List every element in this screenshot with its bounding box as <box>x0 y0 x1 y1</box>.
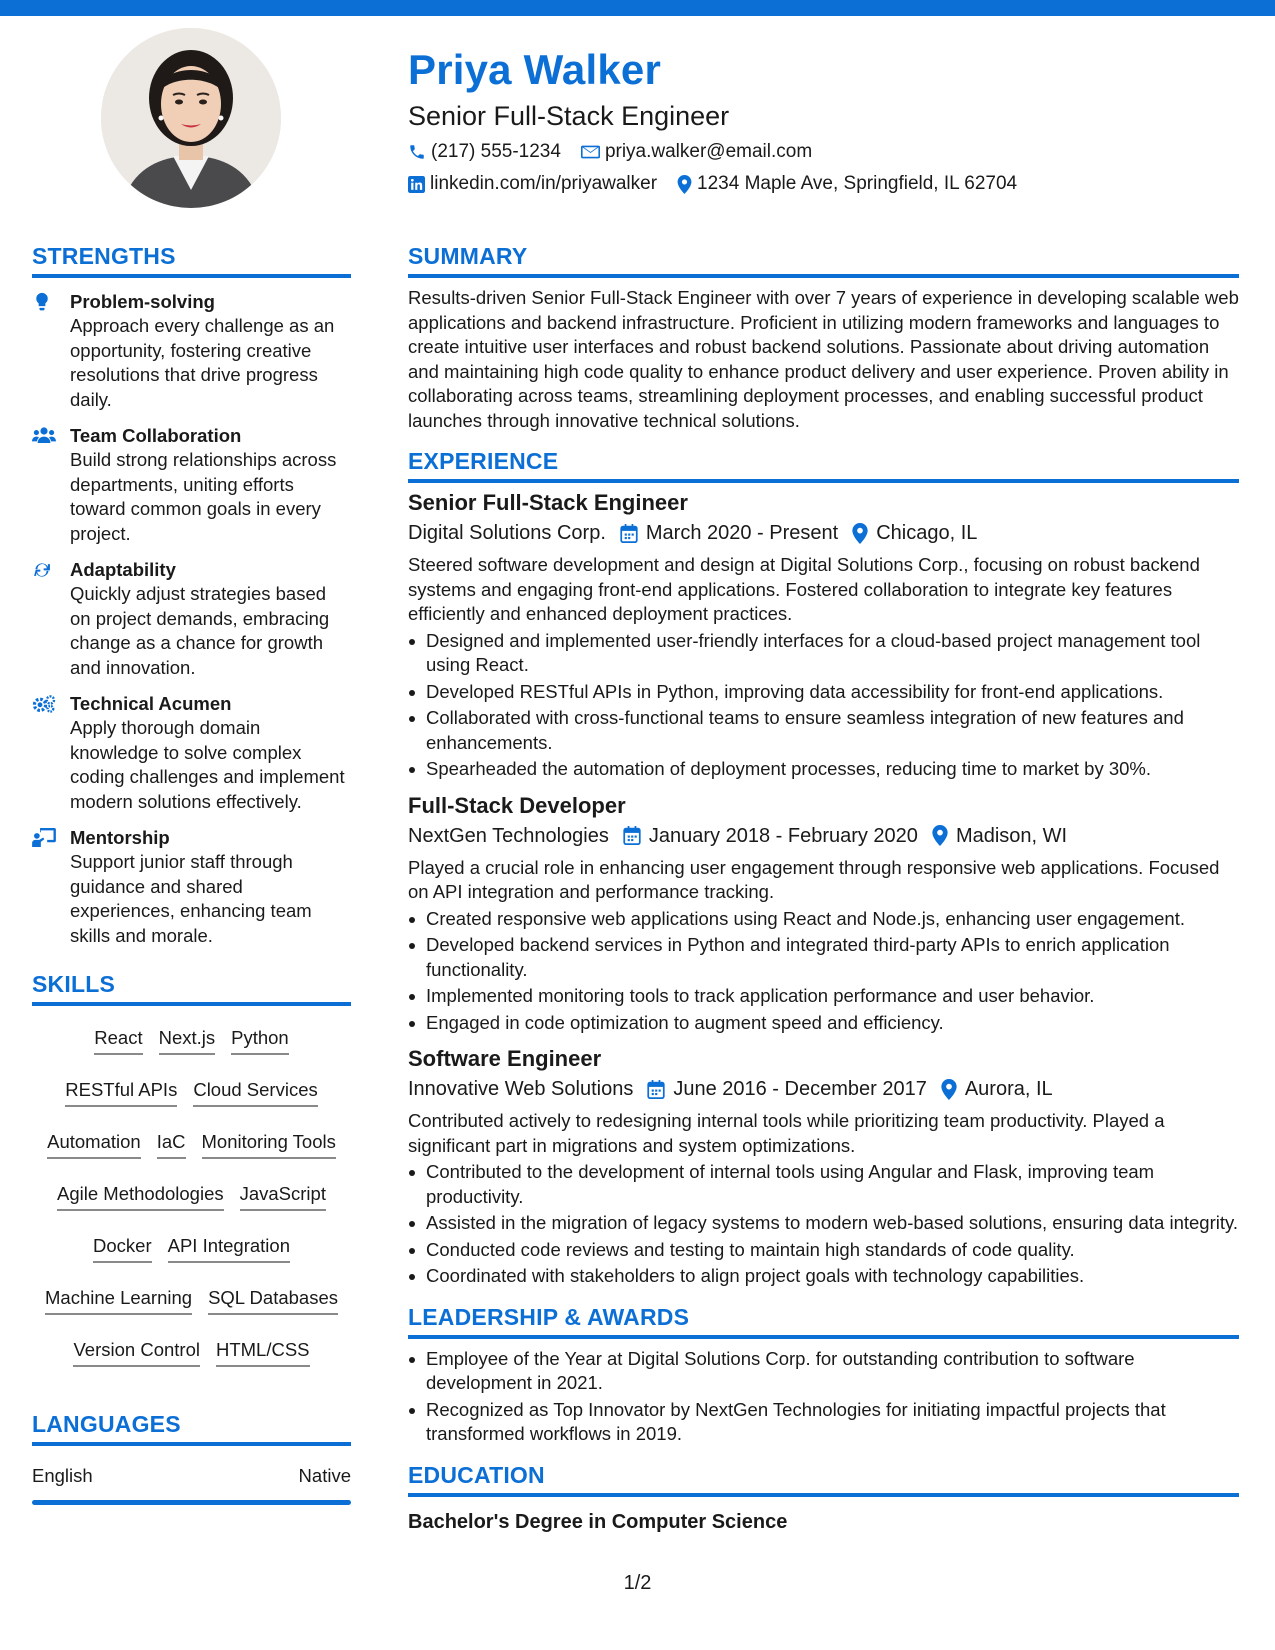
page-number: 1/2 <box>623 1572 652 1594</box>
strength-item <box>32 826 351 948</box>
job-meta <box>408 1075 1239 1103</box>
candidate-name: Priya Walker <box>408 46 661 93</box>
calendar-icon <box>647 1080 665 1099</box>
contact-linkedin[interactable] <box>408 171 657 197</box>
languages-heading: LANGUAGES <box>32 1410 351 1446</box>
skill-tag: Machine Learning <box>45 1282 192 1315</box>
awards-heading: LEADERSHIP & AWARDS <box>408 1303 1239 1339</box>
contact-row-2 <box>408 171 1238 197</box>
calendar-icon <box>623 826 641 845</box>
location-pin-icon <box>677 175 692 194</box>
strengths-list <box>32 290 351 948</box>
job-description: Steered software development and design at Digital Solutions Corp., focusing on robust backend systems and engaging front-end applications. Fostered collaboration to integrate key features efficiently and enhanced deployment practices. <box>408 554 1200 624</box>
profile-photo <box>101 28 281 208</box>
job-entry <box>408 1045 1239 1289</box>
job-location: Chicago, IL <box>852 519 977 547</box>
linkedin-icon <box>408 176 425 193</box>
job-dates: June 2016 - December 2017 <box>647 1075 927 1103</box>
job-bullet: Developed RESTful APIs in Python, improving data accessibility for front-end applications. <box>408 680 1239 705</box>
right-column <box>408 242 1239 1535</box>
sync-icon <box>32 560 52 580</box>
strength-desc: Quickly adjust strategies based on project demands, embracing change as a chance for growth and innovation. <box>70 583 330 678</box>
contact-email[interactable] <box>581 139 812 165</box>
skill-tag: Cloud Services <box>193 1074 317 1107</box>
job-bullets <box>408 1160 1239 1289</box>
job-dates: March 2020 - Present <box>620 519 838 547</box>
job-title: Senior Full-Stack Engineer <box>408 490 688 515</box>
resume-header <box>408 42 1238 197</box>
job-location: Aurora, IL <box>941 1075 1053 1103</box>
summary-text: Results-driven Senior Full-Stack Engineer with over 7 years of experience in developing scalable web applications and backend infrastructure. Proficient in utilizing modern frameworks and languages to create intuitive user interfaces and robust backend solutions. Passionate about driving automation and maintaining high code quality to enhance product delivery and user experience. Proven ability in collaborating across teams, streamlining deployment processes, and enabling successful product launches through innovative technical solutions. <box>408 287 1239 431</box>
job-bullet: Implemented monitoring tools to track application performance and user behavior. <box>408 984 1239 1009</box>
job-bullet: Created responsive web applications using React and Node.js, enhancing user engagement. <box>408 907 1239 932</box>
skill-tag: API Integration <box>168 1230 290 1263</box>
job-bullet: Designed and implemented user-friendly interfaces for a cloud-based project management tool using React. <box>408 629 1239 678</box>
job-bullet: Coordinated with stakeholders to align project goals with technology capabilities. <box>408 1264 1239 1289</box>
strength-desc: Build strong relationships across departments, uniting efforts toward common goals in every project. <box>70 449 337 544</box>
strength-item <box>32 290 351 412</box>
skill-tag: Docker <box>93 1230 152 1263</box>
contact-phone[interactable] <box>408 139 561 165</box>
contact-row-1 <box>408 139 1238 165</box>
email-text: priya.walker@email.com <box>604 141 813 162</box>
skill-tag: React <box>94 1022 142 1055</box>
location-pin-icon <box>852 523 868 544</box>
job-meta <box>408 822 1239 850</box>
job-company: Innovative Web Solutions <box>408 1078 634 1100</box>
skill-tag: RESTful APIs <box>65 1074 177 1107</box>
strength-title: Technical Acumen <box>70 693 232 714</box>
address-text: 1234 Maple Ave, Springfield, IL 62704 <box>697 173 1018 194</box>
skill-tag: Python <box>231 1022 289 1055</box>
job-meta <box>408 519 1239 547</box>
strength-title: Team Collaboration <box>70 425 242 446</box>
strength-item <box>32 424 351 546</box>
award-item: Employee of the Year at Digital Solutions Corp. for outstanding contribution to software development in 2021. <box>408 1347 1239 1396</box>
language-proficiency-bar <box>32 1500 351 1505</box>
phone-icon <box>408 143 426 161</box>
awards-list <box>408 1347 1239 1447</box>
users-icon <box>32 426 56 444</box>
skill-tag: Agile Methodologies <box>57 1178 224 1211</box>
job-location: Madison, WI <box>932 822 1067 850</box>
skill-tag: SQL Databases <box>208 1282 338 1315</box>
skill-tag: JavaScript <box>240 1178 326 1211</box>
job-company: NextGen Technologies <box>408 824 609 847</box>
strength-desc: Apply thorough domain knowledge to solve complex coding challenges and implement modern solutions effectively. <box>70 717 345 812</box>
job-description: Played a crucial role in enhancing user engagement through responsive web applications. Focused on API integration and performance tracking. <box>408 856 1220 902</box>
location-pin-icon <box>941 1079 957 1100</box>
strength-title: Mentorship <box>70 827 170 848</box>
job-title: Full-Stack Developer <box>408 792 626 818</box>
experience-heading: EXPERIENCE <box>408 447 1239 483</box>
chalkboard-teacher-icon <box>32 828 56 847</box>
strength-title: Adaptability <box>70 559 176 580</box>
language-level: Native <box>298 1465 351 1486</box>
job-bullet: Spearheaded the automation of deployment processes, reducing time to market by 30%. <box>408 757 1239 782</box>
job-company: Digital Solutions Corp. <box>408 522 606 544</box>
phone-text: (217) 555-1234 <box>431 141 561 162</box>
skill-tag: Automation <box>47 1126 141 1159</box>
skills-list <box>32 1016 351 1380</box>
language-name: English <box>32 1465 93 1486</box>
strength-item <box>32 692 351 814</box>
job-bullet: Conducted code reviews and testing to maintain high standards of code quality. <box>408 1238 1239 1263</box>
education-heading: EDUCATION <box>408 1461 1239 1497</box>
job-title: Software Engineer <box>408 1046 602 1071</box>
skill-tag: Version Control <box>73 1334 199 1367</box>
job-bullets <box>408 629 1239 782</box>
job-bullet: Contributed to the development of internal tools using Angular and Flask, improving team productivity. <box>408 1160 1239 1209</box>
calendar-icon <box>620 524 638 543</box>
job-bullet: Developed backend services in Python and integrated third-party APIs to enrich application functionality. <box>408 933 1239 982</box>
lightbulb-icon <box>32 292 52 312</box>
strength-desc: Support junior staff through guidance and shared experiences, enhancing team skills and morale. <box>70 851 312 946</box>
job-dates: January 2018 - February 2020 <box>623 822 918 850</box>
skills-heading: SKILLS <box>32 970 351 1006</box>
skill-tag: Next.js <box>159 1022 216 1055</box>
job-bullet: Engaged in code optimization to augment speed and efficiency. <box>408 1011 1239 1036</box>
skill-tag: IaC <box>157 1126 186 1159</box>
location-pin-icon <box>932 825 948 846</box>
award-item: Recognized as Top Innovator by NextGen Technologies for initiating impactful projects that transformed workflows in 2019. <box>408 1398 1239 1447</box>
skill-tag: HTML/CSS <box>216 1334 310 1367</box>
strengths-heading: STRENGTHS <box>32 242 351 278</box>
top-accent-bar <box>0 0 1275 16</box>
job-entry <box>408 792 1239 1036</box>
strength-desc: Approach every challenge as an opportunity, fostering creative resolutions that drive progress daily. <box>70 315 335 410</box>
job-bullet: Collaborated with cross-functional teams to ensure seamless integration of new features and enhancements. <box>408 706 1239 755</box>
language-item <box>32 1464 351 1488</box>
job-entry <box>408 489 1239 782</box>
contact-address <box>677 171 1017 197</box>
job-bullets <box>408 907 1239 1036</box>
job-bullet: Assisted in the migration of legacy systems to modern web-based solutions, ensuring data integrity. <box>408 1211 1239 1236</box>
email-icon <box>581 144 600 160</box>
strength-title: Problem-solving <box>70 291 215 312</box>
strength-item <box>32 558 351 680</box>
candidate-title: Senior Full-Stack Engineer <box>408 101 730 131</box>
job-description: Contributed actively to redesigning internal tools while prioritizing team productivity. Played a significant part in migrations and system optimizations. <box>408 1110 1165 1156</box>
cogs-icon <box>32 694 56 714</box>
left-column <box>32 242 351 1505</box>
summary-heading: SUMMARY <box>408 242 1239 278</box>
skill-tag: Monitoring Tools <box>202 1126 336 1159</box>
education-degree: Bachelor's Degree in Computer Science <box>408 1510 788 1533</box>
linkedin-text: linkedin.com/in/priyawalker <box>430 173 658 194</box>
